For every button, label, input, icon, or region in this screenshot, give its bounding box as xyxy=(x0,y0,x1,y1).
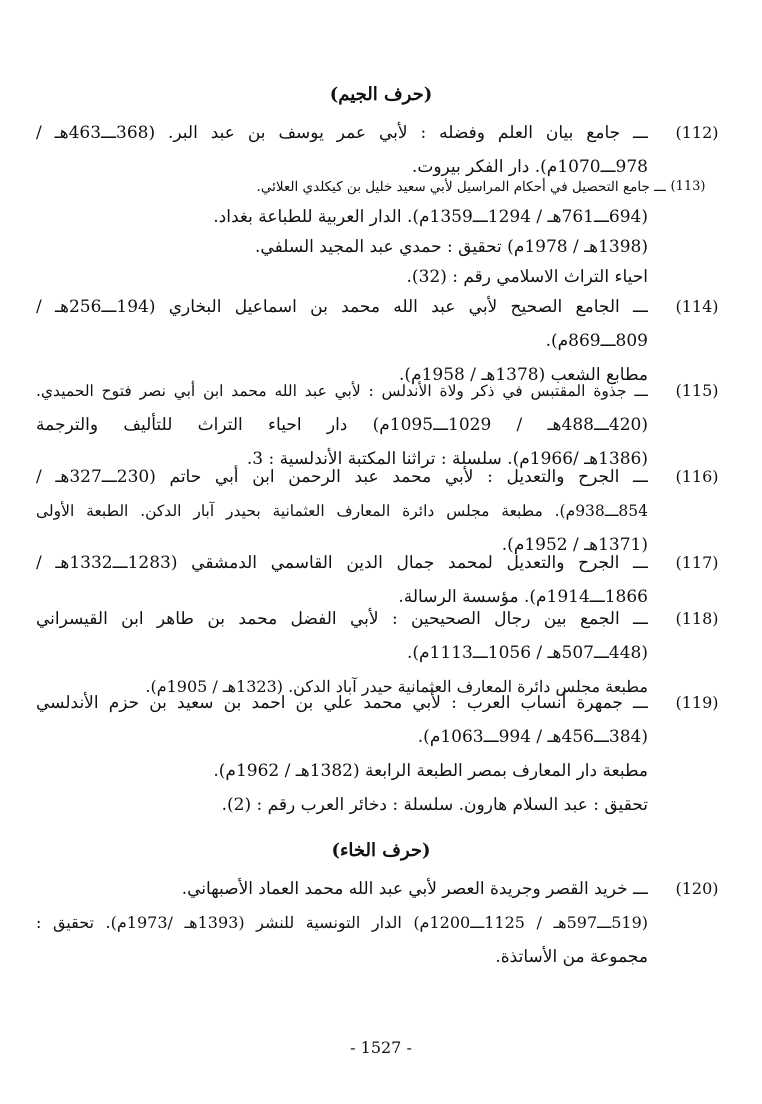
entry-line: (1398هـ / 1978م) تحقيق : حمدي عبد المجيد السلفي. xyxy=(255,237,648,257)
entry-line: 854ـــ938م). مطبعة مجلس دائرة المعارف العثمانية بحيدر آبار الدكن. الطبعة الأولى xyxy=(36,502,648,520)
entry-line: 1866ـــ1914م). مؤسسة الرسالة. xyxy=(398,587,648,607)
entry-line: ـــ الجمع بين رجال الصحيحين : لأبي الفضل محمد بن طاهر ابن القيسراني xyxy=(36,609,648,629)
page-number: - 1527 - xyxy=(350,1038,412,1057)
entry-line: ـــ خريد القصر وجريدة العصر لأبي عبد الله محمد العماد الأصبهاني. xyxy=(181,879,648,899)
entry-number: (114) xyxy=(675,297,719,316)
entry-line: مجموعة من الأساتذة. xyxy=(495,947,648,967)
entry-number: (116) xyxy=(675,467,719,486)
section-heading-jim: (حرف الجيم) xyxy=(329,84,433,105)
entry-line: تحقيق : عبد السلام هارون. سلسلة : دخائر العرب رقم : (2). xyxy=(221,795,648,815)
entry-113 xyxy=(36,172,726,292)
entry-number: (117) xyxy=(675,553,719,572)
entry-number: (120) xyxy=(675,879,719,898)
entry-119 xyxy=(36,686,726,822)
entry-line: 809ـــ869م). xyxy=(545,331,648,351)
entry-line: ـــ الجرح والتعديل : لأبي محمد عبد الرحمن ابن أبي حاتم (230ـــ327هـ / xyxy=(36,467,648,487)
entry-number: (118) xyxy=(675,609,719,628)
entry-number: (113) xyxy=(670,179,706,194)
entry-line: (1371هـ / 1952م). xyxy=(501,535,648,555)
entry-line: ـــ جامع بيان العلم وفضله : لأبي عمر يوسف بن عبد البر. (368ـــ463هـ / xyxy=(36,123,648,143)
entry-line: (420ـــ488هـ / 1029ـــ1095م) دار احياء التراث للتأليف والترجمة xyxy=(36,415,648,435)
section-heading-kha: (حرف الخاء) xyxy=(331,840,431,861)
entry-line: ـــ جمهرة أنساب العرب : لأبي محمد علي بن احمد بن سعيد بن حزم الأندلسي xyxy=(36,693,648,713)
entry-line: 978ـــ1070م). دار الفكر بيروت. xyxy=(411,157,648,177)
entry-line: مطبعة دار المعارف بمصر الطبعة الرابعة (1382هـ / 1962م). xyxy=(213,761,648,781)
entry-line: (448ـــ507هـ / 1056ـــ1113م). xyxy=(406,643,648,663)
entry-line: ـــ جذوة المقتبس في ذكر ولاة الأندلس : لأبي عبد الله محمد ابن أبي نصر فتوح الحميدي. xyxy=(36,382,648,400)
entry-line: ـــ جامع التحصيل في أحكام المراسيل لأبي سعيد خليل بن كيكلدي العلائي. xyxy=(256,179,666,195)
entry-line: (519ـــ597هـ / 1125ـــ1200م) الدار التونسية للنشر (1393هـ /1973م). تحقيق : xyxy=(36,913,648,932)
entry-line: (1386هـ /1966م). سلسلة : تراثنا المكتبة الأندلسية : 3. xyxy=(246,449,648,469)
entry-line: (694ـــ761هـ / 1294ـــ1359م). الدار العربية للطباعة بغداد. xyxy=(213,207,648,227)
entry-line: احياء التراث الاسلامي رقم : (32). xyxy=(406,267,648,287)
entry-number: (112) xyxy=(675,123,719,142)
entry-number: (115) xyxy=(675,381,719,400)
entry-line: ـــ الجرح والتعديل لمحمد جمال الدين القاسمي الدمشقي (1283ـــ1332هـ / xyxy=(36,553,648,573)
entry-line: مطبعة مجلس دائرة المعارف العثمانية حيدر آباد الدكن. (1323هـ / 1905م). xyxy=(145,677,648,696)
entry-number: (119) xyxy=(675,693,719,712)
entry-line: (384ـــ456هـ / 994ـــ1063م). xyxy=(417,727,648,747)
entry-line: ـــ الجامع الصحيح لأبي عبد الله محمد بن اسماعيل البخاري (194ـــ256هـ / xyxy=(36,297,648,317)
entry-line: مطابع الشعب (1378هـ / 1958م). xyxy=(399,365,648,385)
entry-120 xyxy=(36,872,726,974)
